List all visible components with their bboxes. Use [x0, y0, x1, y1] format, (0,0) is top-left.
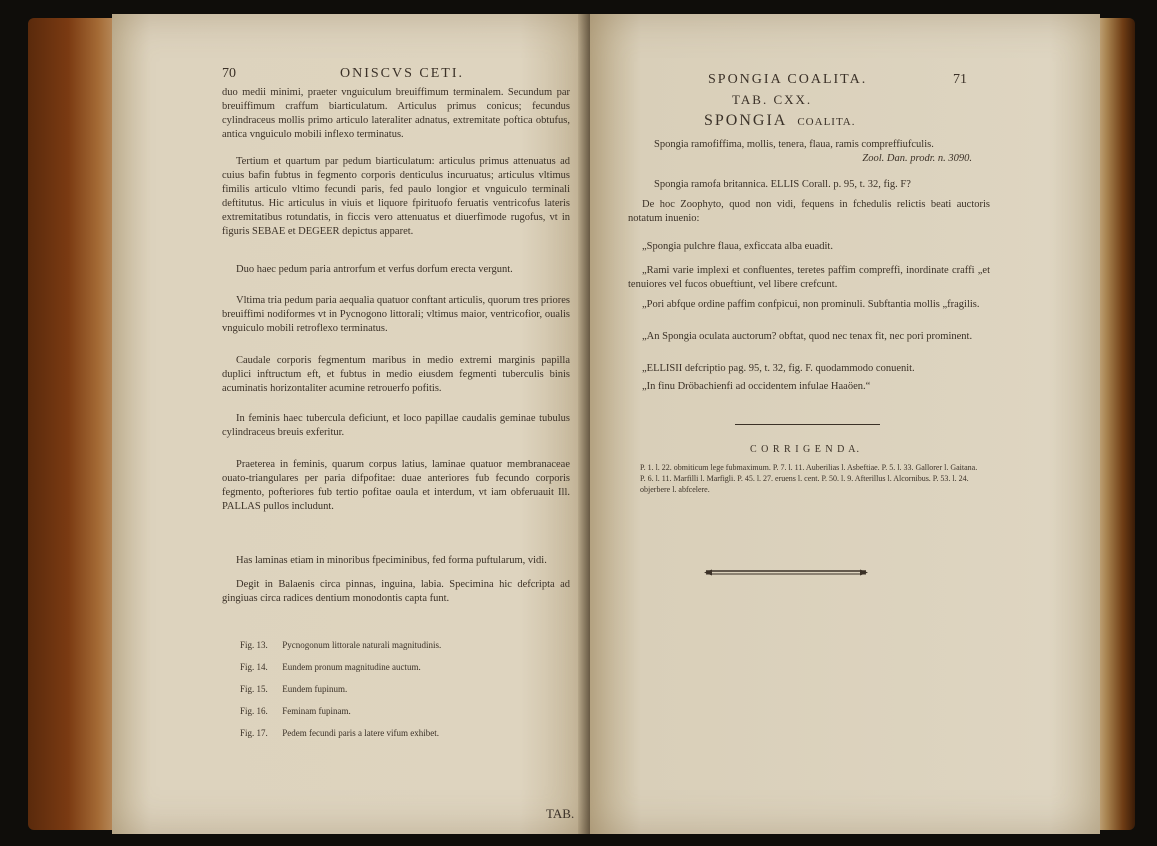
species-title-main: SPONGIA [704, 112, 788, 129]
figure-label: Fig. 14. [240, 662, 268, 672]
synonym: Spongia ramofa britannica. ELLIS Corall. p. 95, t. 32, fig. F? [654, 179, 911, 190]
figure-text: Pedem fecundi paris a latere vifum exhibet. [282, 728, 439, 738]
diagnosis: Spongia ramofiffima, mollis, tenera, flaua, ramis compreffiufculis. [654, 139, 934, 150]
figure-label: Fig. 15. [240, 684, 268, 694]
figure-caption-13 [240, 640, 441, 650]
running-head-right: SPONGIA COALITA. [708, 72, 868, 87]
right-paragraph-1: De hoc Zoophyto, quod non vidi, fequens in fchedulis relictis beati auctoris notatum inuenio: [628, 199, 990, 224]
figure-caption-15 [240, 684, 347, 694]
corrigenda-text: P. 1. l. 22. obmiticum lege fubmaximum. P. 7. l. 11. Auberilias l. Asbeftiae. P. 5. l. 33. Gallorer l. Gaitana. P. 6. l. 11. Marfilli l. Marfigli. P. 45. l. 27. eruens l. cent. P. 50. l. 9. Afterillus l. Alcornibus. P. 53. l. 24. objerbere l. abfcelere. [640, 463, 978, 494]
plate-number: TAB. CXX. [732, 92, 813, 107]
ornamental-rule [704, 568, 868, 578]
left-paragraph-7: Praeterea in feminis, quarum corpus latius, laminae quatuor membranaceae ouato-triangulares per paria difpofitae: duae anteriores fub fecundo corporis fegmento, pofteriores fub tertio pofitae oaula et interdum, vt iam obferuauit Ill. PALLAS pullos includunt. [222, 459, 570, 512]
figure-text: Eundem pronum magnitudine auctum. [282, 662, 421, 672]
right-paragraph-6: „ELLISII defcriptio pag. 95, t. 32, fig. F. quodammodo conuenit. [642, 363, 915, 374]
left-paragraph-1: duo medii minimi, praeter vnguiculum breuiffimum terminalem. Secundum par breuiffimum craffum biarticulatum. Articulus primus conicus; fecundus cylindraceus mollis primo articulo lateraliter adnatus, extremitate poftica obtufus, antica vnguiculo mobili inflexo terminatus. [222, 87, 570, 140]
page-number-left: 70 [222, 66, 236, 81]
right-page-edges [1095, 18, 1135, 830]
figure-caption-16 [240, 706, 351, 716]
left-paragraph-8: Has laminas etiam in minoribus fpeciminibus, fed forma puftularum, vidi. [236, 555, 547, 566]
left-paragraph-4: Vltima tria pedum paria aequalia quatuor conftant articulis, quorum tres priores breuiffimi nodiformes vt in Pycnogono littorali; vltimus maior, ventricofior, oualis vnguiculo mobili retroflexo terminatus. [222, 295, 570, 334]
figure-caption-17 [240, 728, 439, 738]
figure-caption-14 [240, 662, 421, 672]
species-title-small: COALITA. [797, 116, 856, 128]
corrigenda-title: C O R R I G E N D A. [750, 444, 861, 455]
left-paragraph-9: Degit in Balaenis circa pinnas, inguina, labia. Specimina hic defcripta ad gingiuas circa radices dentium monodontis capta funt. [222, 579, 570, 604]
right-paragraph-2: „Spongia pulchre flaua, exficcata alba euadit. [642, 241, 833, 252]
left-paragraph-5: Caudale corporis fegmentum maribus in medio extremi marginis papilla duplici inftructum eft, et fubtus in medio eiusdem fegmenti tuberculis binis acuminatis horizontaliter acumine retrouerfo pofitis. [222, 355, 570, 394]
right-paragraph-3: „Rami varie implexi et confluentes, teretes paffim compreffi, inordinate craffi „et tenuiores vel fucos obueftiunt, vel libere crefcunt. [628, 265, 990, 290]
right-paragraph-7: „In finu Dröbachienfi ad occidentem infulae Haaöen.“ [642, 381, 871, 392]
right-paragraph-5: „An Spongia oculata auctorum? obftat, quod nec tenax fit, nec pori prominent. [642, 331, 973, 342]
page-number-right: 71 [953, 72, 967, 87]
figure-text: Feminam fupinam. [282, 706, 351, 716]
figure-text: Eundem fupinum. [282, 684, 348, 694]
section-divider [735, 424, 880, 425]
left-paragraph-6: In feminis haec tubercula deficiunt, et loco papillae caudalis geminae tubulus cylindraceus breuis exferitur. [222, 413, 570, 438]
figure-label: Fig. 17. [240, 728, 268, 738]
figure-text: Pycnogonum littorale naturali magnitudinis. [282, 640, 442, 650]
diagnosis-reference: Zool. Dan. prodr. n. 3090. [862, 153, 972, 164]
left-paragraph-3: Duo haec pedum paria antrorfum et verfus dorfum erecta vergunt. [236, 264, 513, 275]
catchword: TAB. [546, 806, 575, 821]
left-paragraph-2: Tertium et quartum par pedum biarticulatum: articulus primus attenuatus ad cuius bafin fubtus in fegmento corporis denticulus incuruatus; articulus vltimus fimilis articulo vltimo fecundi paris, fed paulo longior et vnguiculo terminali deftitutus. Hic articulus in viuis et liquore fpirituofo feruatis ventricofus lateris extremitatibus rotundatis, in ficcis vero attenuatus et diuerfimode rugofus, vt in figuris SEBAE et DEGEER depictus apparet. [222, 156, 570, 237]
right-paragraph-4: „Pori abfque ordine paffim confpicui, non prominuli. Subftantia mollis „fragilis. [642, 299, 980, 310]
species-title [704, 112, 855, 130]
figure-label: Fig. 13. [240, 640, 268, 650]
figure-label: Fig. 16. [240, 706, 268, 716]
running-head-left: ONISCVS CETI. [340, 66, 465, 81]
